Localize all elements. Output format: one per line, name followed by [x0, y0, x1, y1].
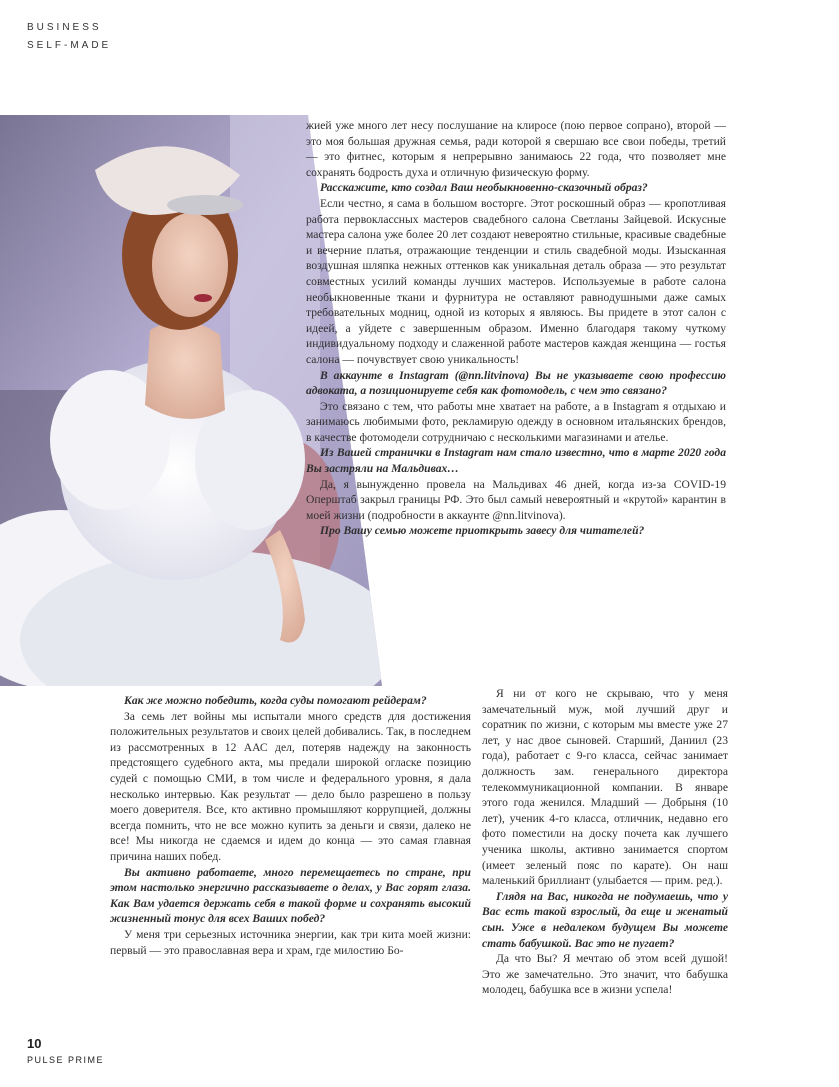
question: Из Вашей странички в Instagram нам стало известно, что в марте 2020 года Вы застряли на Мальдивах…	[306, 446, 726, 476]
question: Глядя на Вас, никогда не подумаешь, что у Вас есть такой взрослый, да еще и женатый сын. Уже в недалеком будущем Вы можете стать бабушкой. Вас это не пугает?	[482, 889, 728, 950]
section-label: BUSINESS	[27, 22, 102, 33]
bottom-right-column-text	[482, 686, 728, 998]
question: Про Вашу семью можете приоткрыть завесу для читателей?	[320, 524, 645, 538]
paragraph: За семь лет войны мы испытали много средств для достижения положительных результатов и своих целей добивались. Так, в последнем из рассмотренных в 12 ААС дел, потеряв надежду на законность предстоящего судебного акта, мы предали широкой огласке позицию судей с помощью СМИ, в том числе и федерального уровня, я дала несколько интервью. Как результат — дело было разрешено в пользу моего доверителя. Все, кто активно промышляют коррупцией, должны всегда помнить, что не все можно купить за деньги и связи, далеко не все! Мы никогда не сдаемся и идем до конца — это самая главная причина наших побед.	[110, 709, 471, 863]
magazine-brand: PULSE PRIME	[27, 1055, 105, 1065]
paragraph: жией уже много лет несу послушание на клиросе (пою первое сопрано), второй — это моя большая дружная семья, ради которой я свершаю все свои победы, третий — это фитнес, которым я непрерывно занимаюсь 22 года, что позволяет мне сохранять бодрость духа и отличную физическую форму.	[306, 119, 726, 179]
question: Расскажите, кто создал Ваш необыкновенно-сказочный образ?	[320, 181, 648, 195]
paragraph: Если честно, я сама в большом восторге. Этот роскошный образ — кропотливая работа первоклассных мастеров свадебного салона Светланы Зайцевой. Искусные мастера салона уже более 20 лет создают невероятно стильные, красивые свадебные и вечерние платья, отражающие тенденции и стиль свадебной моды. Изысканная воздушная шляпка нежных оттенков как уникальная деталь образа — это результат совместных усилий команды лучших мастеров. Используемые в работе салона необыкновенные ткани и фурнитура не оставляют равнодушными даже самых требовательных модниц, одной из которых я являюсь. Вы придете в этот салон с идеей, а уйдете с завершенным образом. Именно благодаря такому чуткому индивидуальному подходу и слаженной работе мастеров каждая женщина — гостья салона — почувствует свою уникальность!	[306, 196, 726, 366]
question: В аккаунте в Instagram (@nn.litvinova) Вы не указываете свою профессию адвоката, а позиционируете себя как фотомодель, с чем это связано?	[306, 368, 726, 398]
left-column-text	[110, 693, 471, 958]
paragraph: Это связано с тем, что работы мне хватает на работе, а в Instagram я отдыхаю и занимаюсь любимыми фото, рекламирую одежду в основном итальянских брендов, в качестве фотомодели сотрудничаю с несколькими магазинами и ателье.	[306, 399, 726, 444]
right-column-text	[306, 118, 726, 539]
question: Вы активно работаете, много перемещаетесь по стране, при этом настолько энергично рассказываете о делах, у Вас горят глаза. Как Вам удается держать себя в такой форме и сохранять высокий жизненный тонус для всех Ваших побед?	[110, 865, 471, 926]
page-number: 10	[27, 1036, 42, 1051]
subsection-label: SELF-MADE	[27, 40, 112, 51]
paragraph: Да что Вы? Я мечтаю об этом всей душой! Это же замечательно. Это значит, что бабушка молодец, бабушка все в жизни успела!	[482, 952, 728, 997]
paragraph: Да, я вынужденно провела на Мальдивах 46 дней, когда из-за COVID-19 Оперштаб закрыл границы РФ. Это был самый невероятный и «крутой» карантин в моей жизни (подробности в аккаунте @nn.litvinova).	[306, 477, 726, 522]
question: Как же можно победить, когда суды помогают рейдерам?	[124, 694, 427, 707]
paragraph: Я ни от кого не скрываю, что у меня замечательный муж, мой лучший друг и соратник по жизни, с которым мы вместе уже 27 лет, у нас двое сыновей. Старший, Даниил (23 года), работает с 9-го класса, сейчас занимает должность зам. генерального директора телекоммуникационной компании. В январе этого года женился. Младший — Добрыня (10 лет), ученик 4-го класса, отличник, недавно его фото поместили на доску почета как лучшего ученика школы, активно занимается спортом (имеет зеленый пояс по карате). Он наш маленький бриллиант (улыбается — прим. ред.).	[482, 687, 728, 888]
paragraph: У меня три серьезных источника энергии, как три кита моей жизни: первый — это православная вера и храм, где милостию Бо-	[110, 927, 471, 957]
